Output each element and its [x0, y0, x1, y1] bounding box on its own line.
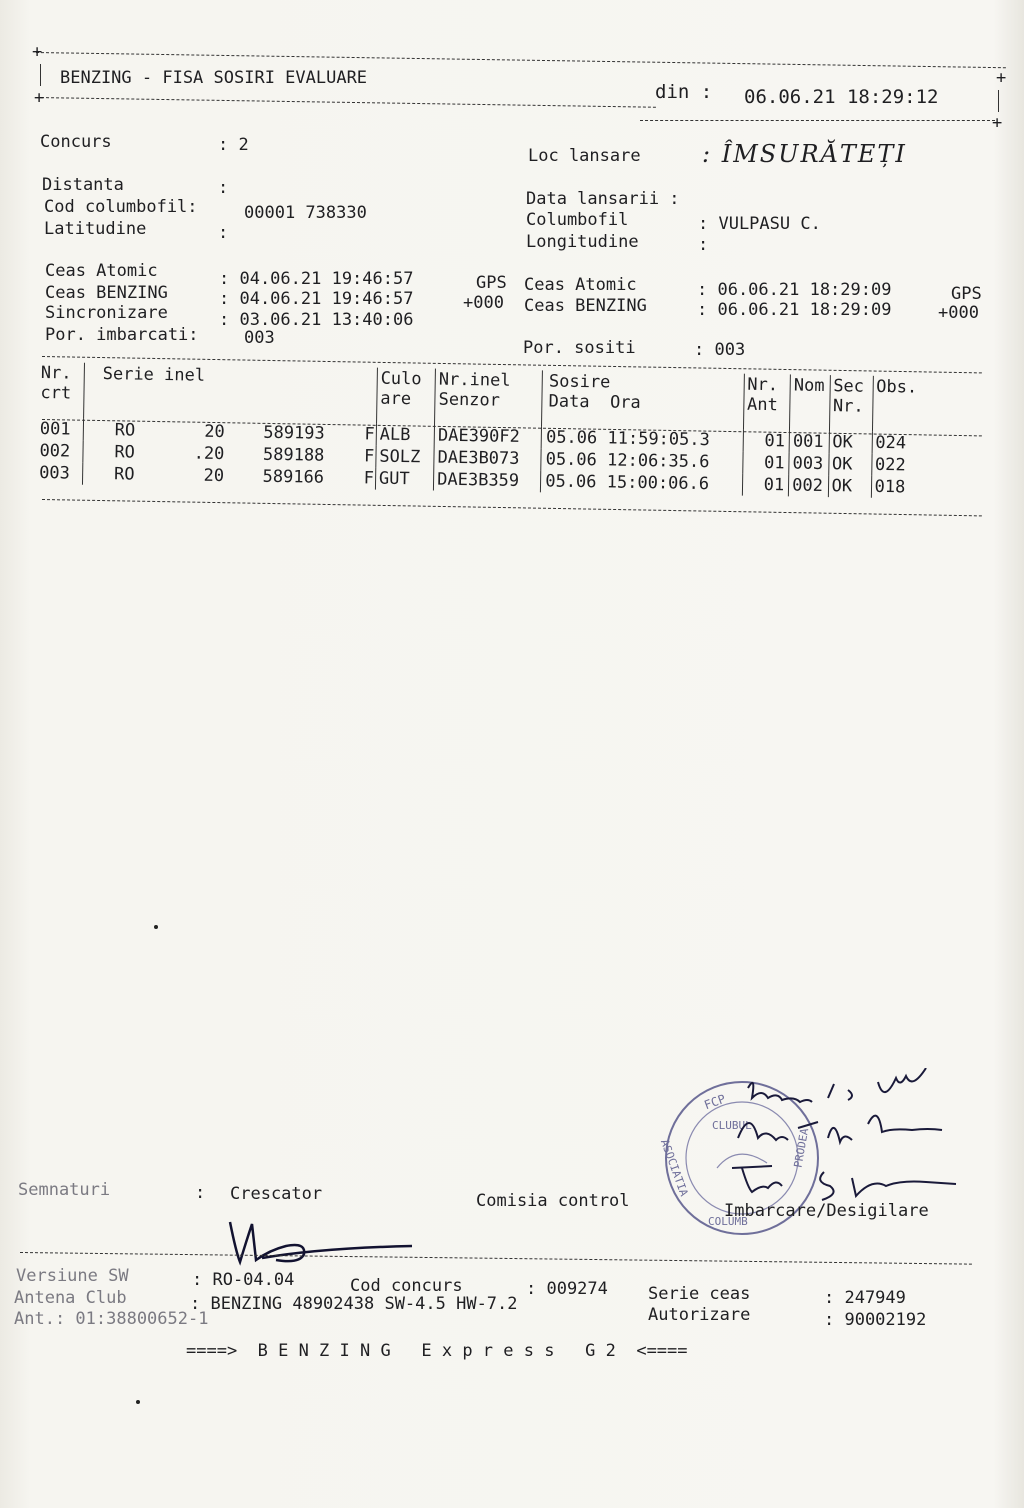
cod-columbofil-value: 00001 738330 [244, 203, 367, 223]
row-sec: OK [828, 453, 871, 476]
data-lansarii-label: Data lansarii : [526, 189, 680, 209]
semnaturi-colon: : [195, 1183, 206, 1203]
serie-ceas-value: : 247949 [824, 1288, 906, 1308]
header-title: BENZING - FISA SOSIRI EVALUARE [60, 68, 368, 88]
stamp-middle-text: CLUBUL [712, 1119, 752, 1132]
row-year: 20 [203, 465, 225, 487]
header-left-bar [40, 64, 41, 86]
versiune-sw-label: Versiune SW [16, 1266, 129, 1286]
header-din-value: 06.06.21 18:29:12 [744, 86, 939, 108]
col-serie-inel: Serie inel [83, 363, 377, 424]
header-bottom-rule [640, 120, 995, 121]
left-ceas-benzing-value: : 04.06.21 19:46:57 [219, 289, 414, 309]
stamp-bottom-text: COLUMB [708, 1215, 748, 1228]
right-ceas-atomic-value: : 06.06.21 18:29:09 [697, 280, 892, 300]
row-obs: 018 [874, 476, 906, 498]
stamp-left-text: ASOCIATIA [657, 1137, 691, 1199]
imbarcati-value: 003 [244, 328, 275, 348]
header-bottom-corner: + [992, 113, 1003, 133]
stamp-right-text: PRODEA [791, 1127, 812, 1169]
concurs-value: : 2 [218, 135, 249, 155]
row-obs: 024 [875, 432, 907, 454]
paper-speck [136, 1400, 140, 1404]
col-nr-ant: Nr. Ant [743, 374, 790, 431]
left-ceas-benzing-label: Ceas BENZING [45, 283, 168, 303]
crescator-label: Crescator [230, 1184, 323, 1204]
breeder-signature [222, 1210, 422, 1270]
columbofil-value: : VULPASU C. [698, 214, 821, 234]
row-sec: OK [828, 475, 871, 498]
col-culoare: Culo are [376, 368, 435, 425]
right-ceas-atomic-suffix: GPS [951, 284, 982, 304]
row-sex: F [364, 424, 375, 445]
sincronizare-value: : 03.06.21 13:40:06 [219, 310, 414, 330]
row-sex: F [363, 446, 375, 467]
col-obs: Obs. [876, 376, 918, 398]
col-sec-nr: Sec Nr. [829, 375, 873, 432]
imbarcare-desigilare-label: Imbarcare/Desigilare [724, 1201, 929, 1221]
header-top-corner: + [32, 42, 43, 62]
row-crt: 001 [39, 418, 84, 441]
header-mid-corner: + [34, 88, 45, 108]
row-time: 11:59:05.3 [607, 428, 710, 451]
row-crt: 002 [38, 440, 83, 463]
col-nr-inel-senzor: Nr.inel Senzor [435, 369, 543, 427]
header-din-label: din : [655, 81, 713, 103]
loc-lansare-label: Loc lansare [528, 146, 641, 166]
commission-signatures [728, 1068, 958, 1208]
row-ant: 01 [742, 452, 789, 475]
right-ceas-benzing-label: Ceas BENZING [524, 296, 647, 316]
row-ring: 589188 [262, 444, 325, 466]
row-country: RO [113, 464, 135, 485]
row-crt: 003 [38, 462, 83, 485]
benzing-express-banner: ====> B E N Z I N G E x p r e s s G 2 <==== [186, 1341, 688, 1361]
longitudine-label: Longitudine [526, 232, 639, 252]
row-sec: OK [829, 431, 872, 454]
row-country: RO [114, 420, 136, 441]
row-ring: 589166 [262, 466, 325, 488]
columbofil-label: Columbofil [526, 210, 629, 230]
right-ceas-benzing-suffix: +000 [938, 303, 979, 323]
row-color: GUT [375, 468, 434, 491]
right-ceas-atomic-label: Ceas Atomic [524, 275, 637, 295]
row-color: SOLZ [376, 446, 435, 469]
longitudine-value: : [698, 235, 709, 255]
cod-concurs-value: : 009274 [526, 1279, 608, 1299]
row-date: 05.06 [545, 449, 598, 471]
autorizare-value: : 90002192 [824, 1310, 927, 1330]
col-nom: Nom [790, 374, 830, 431]
row-time: 15:00:06.6 [606, 472, 710, 495]
antena-club-label: Antena Club [14, 1288, 127, 1308]
right-ceas-benzing-value: : 06.06.21 18:29:09 [697, 300, 892, 320]
imbarcati-label: Por. imbarcati: [45, 325, 199, 345]
col-sosire: Sosire Data Ora [542, 370, 744, 429]
row-ant: 01 [742, 474, 789, 497]
row-year: 20 [204, 421, 225, 443]
sositi-value: : 003 [694, 340, 746, 360]
row-nom: 002 [788, 474, 828, 497]
arrivals-table [38, 362, 982, 500]
row-time: 12:06:35.6 [606, 450, 710, 473]
row-ant: 01 [743, 430, 790, 453]
distanta-value: : [218, 178, 229, 198]
latitudine-value: : [218, 223, 229, 243]
left-ceas-benzing-suffix: +000 [463, 293, 504, 313]
row-nom: 003 [789, 452, 829, 475]
row-sex: F [363, 468, 375, 489]
row-year: .20 [193, 443, 225, 465]
antenna-id-label: Ant.: 01:38800652-1 [14, 1309, 209, 1329]
left-ceas-atomic-suffix: GPS [476, 273, 507, 293]
row-date: 05.06 [545, 471, 597, 493]
row-sensor: DAE390F2 [434, 425, 541, 449]
loc-lansare-value: : ÎMSURĂTEȚI [702, 140, 907, 168]
row-sosire [541, 470, 743, 495]
cod-columbofil-label: Cod columbofil: [44, 197, 198, 217]
row-obs: 022 [874, 454, 906, 476]
concurs-label: Concurs [40, 132, 112, 152]
paper-speck [154, 925, 158, 929]
row-date: 05.06 [545, 427, 598, 449]
comisia-control-label: Comisia control [476, 1191, 630, 1211]
row-sensor: DAE3B073 [434, 447, 541, 471]
latitudine-label: Latitudine [44, 219, 147, 239]
serie-ceas-label: Serie ceas [648, 1284, 751, 1304]
sincronizare-label: Sincronizare [45, 303, 168, 323]
left-ceas-atomic-label: Ceas Atomic [45, 261, 158, 281]
header-top-right-corner: + [996, 68, 1007, 88]
row-color: ALB [376, 424, 435, 447]
stamp-top-text: FCP [702, 1091, 728, 1113]
left-ceas-atomic-value: : 04.06.21 19:46:57 [219, 269, 414, 289]
header-right-bar [998, 90, 999, 112]
semnaturi-label: Semnaturi [18, 1180, 111, 1200]
sositi-label: Por. sositi [523, 338, 636, 358]
row-ring: 589193 [263, 422, 325, 444]
autorizare-label: Autorizare [648, 1305, 751, 1325]
versiune-sw-value: : RO-04.04 [192, 1270, 295, 1290]
antena-club-value: : BENZING 48902438 SW-4.5 HW-7.2 [190, 1294, 518, 1314]
distanta-label: Distanta [42, 175, 124, 195]
row-country: RO [114, 442, 136, 463]
cod-concurs-label: Cod concurs [350, 1276, 463, 1296]
row-sensor: DAE3B359 [434, 469, 541, 493]
col-nr-crt: Nr. crt [39, 362, 84, 419]
row-nom: 001 [789, 430, 829, 453]
